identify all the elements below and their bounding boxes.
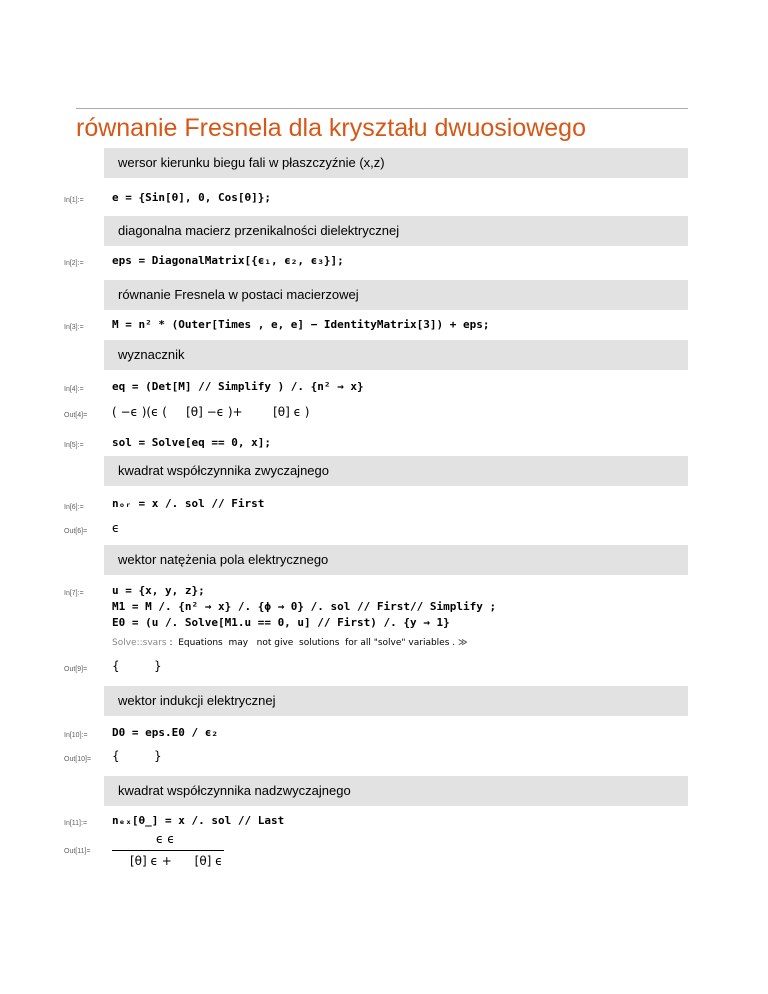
input-cell-7-line-2[interactable]: M1 = M /. {n² → x} /. {ϕ → 0} /. sol // First// Simplify ; [112, 600, 497, 613]
fraction-numerator: ϵ ϵ [156, 832, 175, 846]
in-label-11: In[11]:= [64, 820, 88, 827]
output-cell-9: { } [112, 659, 162, 673]
input-cell-1[interactable]: e = {Sin[θ], 0, Cos[θ]}; [112, 191, 271, 204]
input-cell-2[interactable]: eps = DiagonalMatrix[{ϵ₁, ϵ₂, ϵ₃}]; [112, 254, 344, 267]
input-cell-7-line-3[interactable]: E0 = (u /. Solve[M1.u == 0, u] // First) /. {y → 1} [112, 616, 450, 629]
out-label-9: Out[9]= [64, 666, 88, 673]
fraction-denominator: [θ] ϵ + [θ] ϵ [130, 854, 223, 868]
fraction-bar [112, 850, 224, 851]
message-text: : Equations may not give solutions for all "solve" variables . [166, 638, 456, 648]
text-cell-determinant[interactable]: wyznacznik [104, 340, 688, 370]
out-label-4: Out[4]= [64, 412, 88, 419]
input-cell-7-line-1[interactable]: u = {x, y, z}; [112, 584, 205, 597]
in-label-1: In[1]:= [64, 197, 84, 204]
in-label-4: In[4]:= [64, 386, 84, 393]
text-cell-extraordinary-index[interactable]: kwadrat współczynnika nadzwyczajnego [104, 776, 688, 806]
input-cell-11[interactable]: nₑₓ[θ_] = x /. sol // Last [112, 814, 285, 827]
out-label-11: Out[11]= [64, 848, 91, 855]
input-cell-10[interactable]: D0 = eps.E0 / ϵ₂ [112, 726, 218, 739]
in-label-5: In[5]:= [64, 442, 84, 449]
text-cell-electric-induction[interactable]: wektor indukcji elektrycznej [104, 686, 688, 716]
output-cell-10: { } [112, 749, 162, 763]
solve-svars-message [112, 638, 467, 648]
text-cell-electric-field[interactable]: wektor natężenia pola elektrycznego [104, 545, 688, 575]
input-cell-5[interactable]: sol = Solve[eq == 0, x]; [112, 436, 271, 449]
in-label-2: In[2]:= [64, 260, 84, 267]
text-cell-ordinary-index[interactable]: kwadrat współczynnika zwyczajnego [104, 456, 688, 486]
out-label-6: Out[6]= [64, 528, 88, 535]
in-label-3: In[3]:= [64, 324, 84, 331]
in-label-10: In[10]:= [64, 732, 88, 739]
message-head[interactable]: Solve::svars [112, 638, 167, 648]
output-cell-6: ϵ [112, 521, 120, 535]
text-cell-permittivity[interactable]: diagonalna macierz przenikalności dielektrycznej [104, 216, 688, 246]
text-cell-fresnel-matrix[interactable]: równanie Fresnela w postaci macierzowej [104, 280, 688, 310]
input-cell-6[interactable]: nₒᵣ = x /. sol // First [112, 497, 265, 510]
message-more-icon[interactable]: ≫ [458, 638, 468, 648]
input-cell-4[interactable]: eq = (Det[M] // Simplify ) /. {n² → x} [112, 380, 364, 393]
in-label-7: In[7]:= [64, 590, 84, 597]
text-cell-wave-direction[interactable]: wersor kierunku biegu fali w płaszczyźnie (x,z) [104, 148, 688, 178]
page-title: równanie Fresnela dla kryształu dwuosiowego [76, 114, 586, 142]
input-cell-3[interactable]: M = n² * (Outer[Times , e, e] − IdentityMatrix[3]) + eps; [112, 318, 490, 331]
header-rule [76, 108, 688, 109]
output-cell-4: ( −ϵ )(ϵ ( [θ] −ϵ )+ [θ] ϵ ) [112, 405, 310, 419]
out-label-10: Out[10]= [64, 756, 92, 763]
in-label-6: In[6]:= [64, 504, 84, 511]
